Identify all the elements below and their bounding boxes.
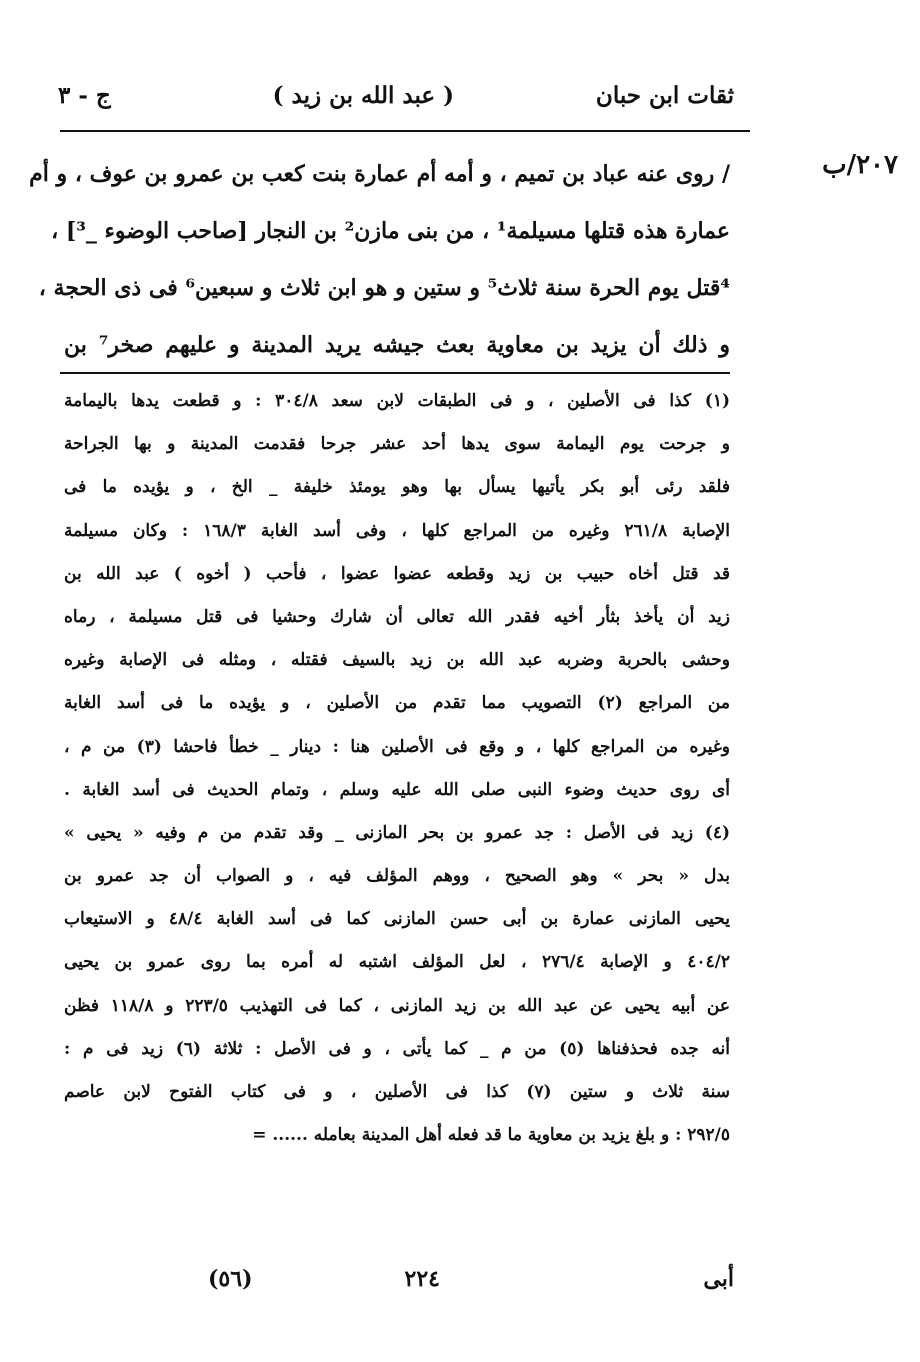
footnote-line: سنة ثلاث و ستين (٧) كذا فى الأصلين ، و فى كتاب الفتوح لابن عاصم	[64, 1082, 730, 1102]
footnote-line: يحيى المازنى عمارة بن أبى حسن المازنى كما فى أسد الغابة ٤٨/٤ و الاستيعاب	[64, 909, 730, 930]
manuscript-folio-marker: ٢٠٧/ب	[822, 150, 898, 180]
footnote-line: (١) كذا فى الأصلين ، و فى الطبقات لابن سعد ٣٠٤/٨ : و قطعت يدها باليمامة	[64, 391, 730, 411]
footnote-separator-rule	[60, 372, 730, 374]
footnote-line: بدل « بحر » وهو الصحيح ، ووهم المؤلف فيه ، و الصواب أن جد عمرو بن	[64, 866, 730, 887]
main-text	[29, 146, 731, 374]
footnote-line: وحشى بالحربة وضربه عبد الله بن زيد بالسيف فقتله ، ومثله فى الإصابة وغيره	[64, 650, 730, 671]
footnote-line: فلقد رئى أبو بكر يأتيها يسأل بها وهو يومئذ خليفة _ الخ ، و يؤيده ما فى	[64, 477, 730, 498]
catchword: أبى	[703, 1266, 734, 1292]
footnote-line: من المراجع (٢) التصويب مما تقدم من الأصلين ، و يؤيده ما فى أسد الغابة	[64, 693, 730, 714]
footnote-line: ٢٩٢/٥ : و بلغ يزيد بن معاوية ما قد فعله أهل المدينة بعامله ...... =	[252, 1125, 730, 1146]
running-head-volume: ج - ٣	[58, 82, 111, 109]
footnote-line: ٤٠٤/٢ و الإصابة ٢٧٦/٤ ، لعل المؤلف اشتبه له أمره بما روى عمرو بن يحيى	[64, 952, 730, 973]
header-rule	[60, 130, 750, 132]
footnote-line: قد قتل أخاه حبيب بن زيد وقطعه عضوا عضوا ، فأحب ( أخوه ) عبد الله بن	[64, 563, 730, 584]
footnote-line: و جرحت يوم اليمامة سوى يدها أحد عشر جرحا فقدمت المدينة و بها الجراحة	[64, 434, 730, 455]
main-text-line: عمارة هذه قتلها مسيلمة¹ ، من بنى مازن² بن النجار [صاحب الوضوء _³] ،	[51, 218, 730, 244]
footnote-line: عن أبيه يحيى عن عبد الله بن زيد المازنى ، كما فى التهذيب ٢٢٣/٥ و ١١٨/٨ فظن	[64, 995, 731, 1016]
running-head-book-title: ثقات ابن حبان	[595, 82, 734, 109]
footnotes	[64, 380, 730, 1157]
page-number: ٢٢٤	[404, 1266, 440, 1292]
footnote-line: زيد أن يأخذ بثأر أخيه فقدر الله تعالى أن شارك وحشيا فى قتل مسيلمة ، رماه	[64, 606, 730, 627]
footnote-line: الإصابة ٢٦١/٨ وغيره من المراجع كلها ، وفى أسد الغابة ١٦٨/٣ : وكان مسيلمة	[64, 520, 730, 541]
running-head-subject: ( عبد الله بن زيد )	[272, 82, 454, 109]
footnote-line: (٤) زيد فى الأصل : جد عمرو بن بحر المازنى _ وقد تقدم من م وفيه « يحيى »	[64, 822, 730, 843]
footnote-line: أى روى حديث وضوء النبى صلى الله عليه وسلم ، وتمام الحديث فى أسد الغابة .	[64, 779, 730, 800]
main-text-line: / روى عنه عباد بن تميم ، و أمه أم عمارة بنت كعب بن عمرو بن عوف ، و أم	[29, 161, 730, 187]
main-text-line: و ذلك أن يزيد بن معاوية بعث جيشه يريد المدينة و عليهم صخر⁷ بن	[64, 332, 731, 358]
source-page-reference: (٥٦)	[208, 1266, 253, 1292]
footnote-line: وغيره من المراجع كلها ، و وقع فى الأصلين هنا : دينار _ خطأ فاحشا (٣) من م ،	[64, 736, 731, 757]
main-text-line: ⁴قتل يوم الحرة سنة ثلاث⁵ و ستين و هو ابن ثلاث و سبعين⁶ فى ذى الحجة ،	[38, 275, 730, 301]
footnote-line: أنه جده فحذفناها (٥) من م _ كما يأتى ، و فى الأصل : ثلاثة (٦) زيد فى م :	[64, 1038, 731, 1059]
